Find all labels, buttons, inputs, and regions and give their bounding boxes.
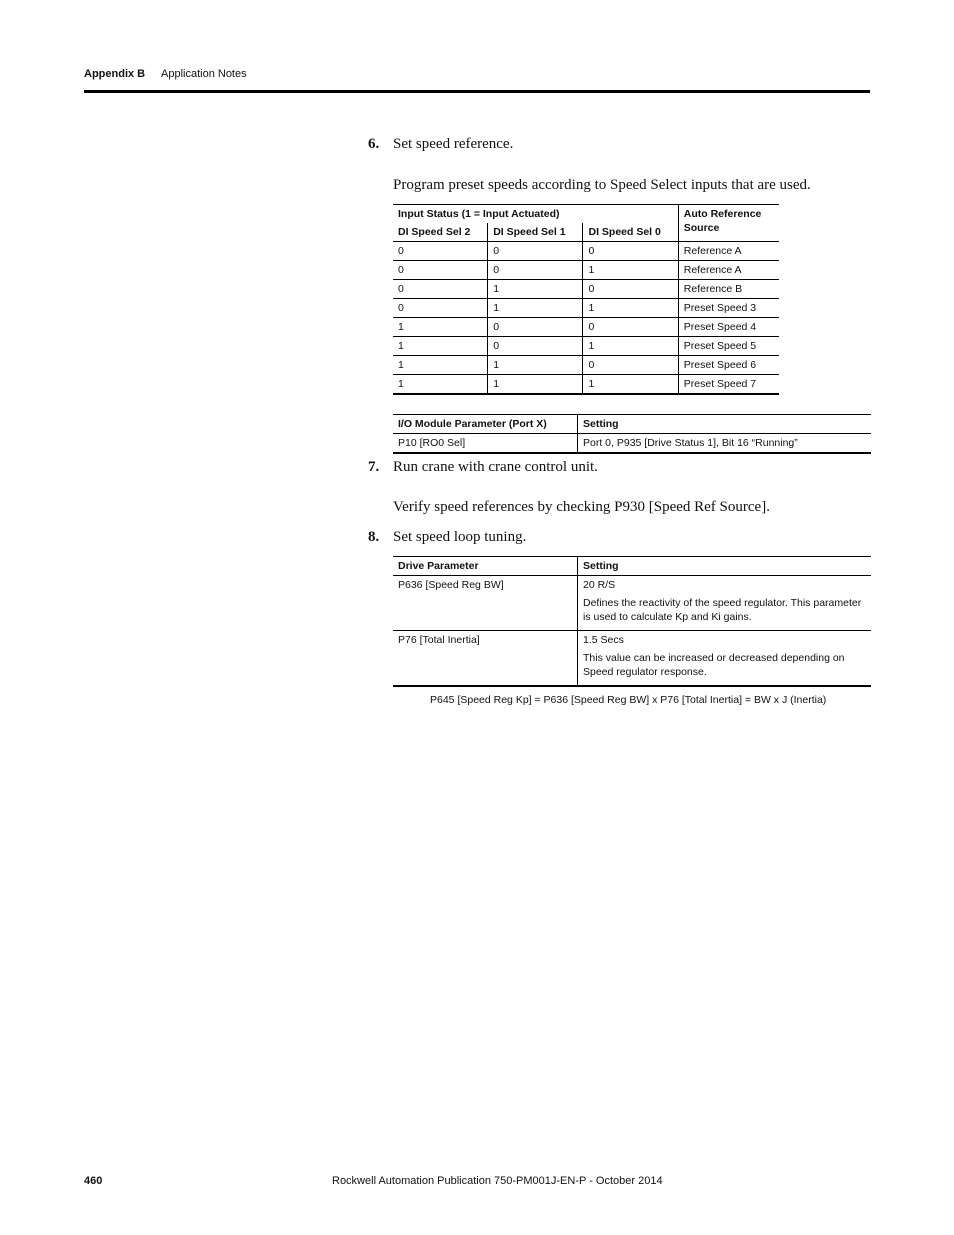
cell: 1 [393, 318, 488, 337]
cell: Reference A [678, 261, 779, 280]
setting-description: Defines the reactivity of the speed regulator. This parameter is used to calculate Kp and Ki gains. [583, 597, 862, 623]
auto-reference-header-line2: Source [683, 222, 720, 234]
speed-select-table [393, 204, 779, 395]
cell: 1 [488, 375, 583, 395]
table-row [393, 576, 871, 631]
cell: 1 [583, 375, 678, 395]
cell: 0 [488, 261, 583, 280]
cell: 1 [393, 356, 488, 375]
input-status-header: Input Status (1 = Input Actuated) [393, 205, 678, 224]
cell: 0 [488, 337, 583, 356]
step-text: Set speed reference. [393, 136, 514, 152]
col-di-speed-sel-0: DI Speed Sel 0 [583, 223, 678, 242]
step-8 [368, 529, 526, 546]
table-row [393, 337, 779, 356]
cell: 1 [488, 356, 583, 375]
setting-value: 1.5 Secs [583, 634, 624, 646]
page-header [84, 66, 870, 93]
table-row [393, 356, 779, 375]
cell: 1 [583, 261, 678, 280]
cell: 1 [583, 299, 678, 318]
section-title: Application Notes [161, 68, 247, 80]
setting-cell [578, 576, 872, 631]
cell: 1 [583, 337, 678, 356]
table-row [393, 631, 871, 687]
table-row [393, 280, 779, 299]
cell: 0 [393, 280, 488, 299]
drive-parameter-table [393, 556, 871, 687]
page-number: 460 [84, 1175, 103, 1187]
cell: 1 [393, 375, 488, 395]
cell: 0 [488, 242, 583, 261]
cell: 0 [488, 318, 583, 337]
col-drive-parameter: Drive Parameter [393, 557, 578, 576]
auto-reference-header [678, 205, 779, 242]
cell: Preset Speed 6 [678, 356, 779, 375]
table-row [393, 318, 779, 337]
col-setting: Setting [578, 557, 872, 576]
step-number: 8. [368, 529, 380, 545]
col-setting: Setting [578, 415, 872, 434]
cell: 0 [393, 242, 488, 261]
step-6-paragraph: Program preset speeds according to Speed Select inputs that are used. [393, 177, 811, 193]
cell: Port 0, P935 [Drive Status 1], Bit 16 “Running” [583, 437, 798, 449]
appendix-label: Appendix B [84, 68, 146, 80]
table-row [393, 242, 779, 261]
param-cell: P76 [Total Inertia] [393, 631, 578, 687]
publication-info: Rockwell Automation Publication 750-PM001J-EN-P - October 2014 [332, 1175, 663, 1187]
step-7 [368, 459, 598, 476]
step-7-paragraph: Verify speed references by checking P930 [Speed Ref Source]. [393, 499, 770, 515]
cell: 0 [583, 242, 678, 261]
io-module-table [393, 414, 871, 454]
cell: Preset Speed 5 [678, 337, 779, 356]
step-6 [368, 136, 513, 153]
table-row [393, 375, 779, 395]
cell: 0 [583, 318, 678, 337]
setting-cell [578, 631, 872, 687]
col-di-speed-sel-2: DI Speed Sel 2 [393, 223, 488, 242]
param-cell: P636 [Speed Reg BW] [393, 576, 578, 631]
cell: Preset Speed 3 [678, 299, 779, 318]
cell: Reference B [678, 280, 779, 299]
cell: 0 [393, 299, 488, 318]
step-text: Set speed loop tuning. [393, 529, 527, 545]
col-io-module-parameter: I/O Module Parameter (Port X) [393, 415, 578, 434]
table-row [393, 299, 779, 318]
step-number: 7. [368, 459, 380, 475]
cell: 1 [488, 280, 583, 299]
cell: Reference A [678, 242, 779, 261]
cell: P10 [RO0 Sel] [393, 434, 578, 454]
cell: 0 [583, 356, 678, 375]
auto-reference-header-line1: Auto Reference [683, 208, 762, 220]
table-row [393, 434, 871, 454]
cell: 0 [583, 280, 678, 299]
setting-description: This value can be increased or decreased depending on Speed regulator response. [583, 652, 845, 678]
formula: P645 [Speed Reg Kp] = P636 [Speed Reg BW] x P76 [Total Inertia] = BW x J (Inertia) [430, 694, 827, 706]
cell: 1 [393, 337, 488, 356]
step-text: Run crane with crane control unit. [393, 459, 598, 475]
table-row [393, 261, 779, 280]
step-number: 6. [368, 136, 380, 152]
col-di-speed-sel-1: DI Speed Sel 1 [488, 223, 583, 242]
cell: Preset Speed 7 [678, 375, 779, 395]
cell: Preset Speed 4 [678, 318, 779, 337]
cell: 1 [488, 299, 583, 318]
setting-value: 20 R/S [583, 579, 616, 591]
cell: 0 [393, 261, 488, 280]
